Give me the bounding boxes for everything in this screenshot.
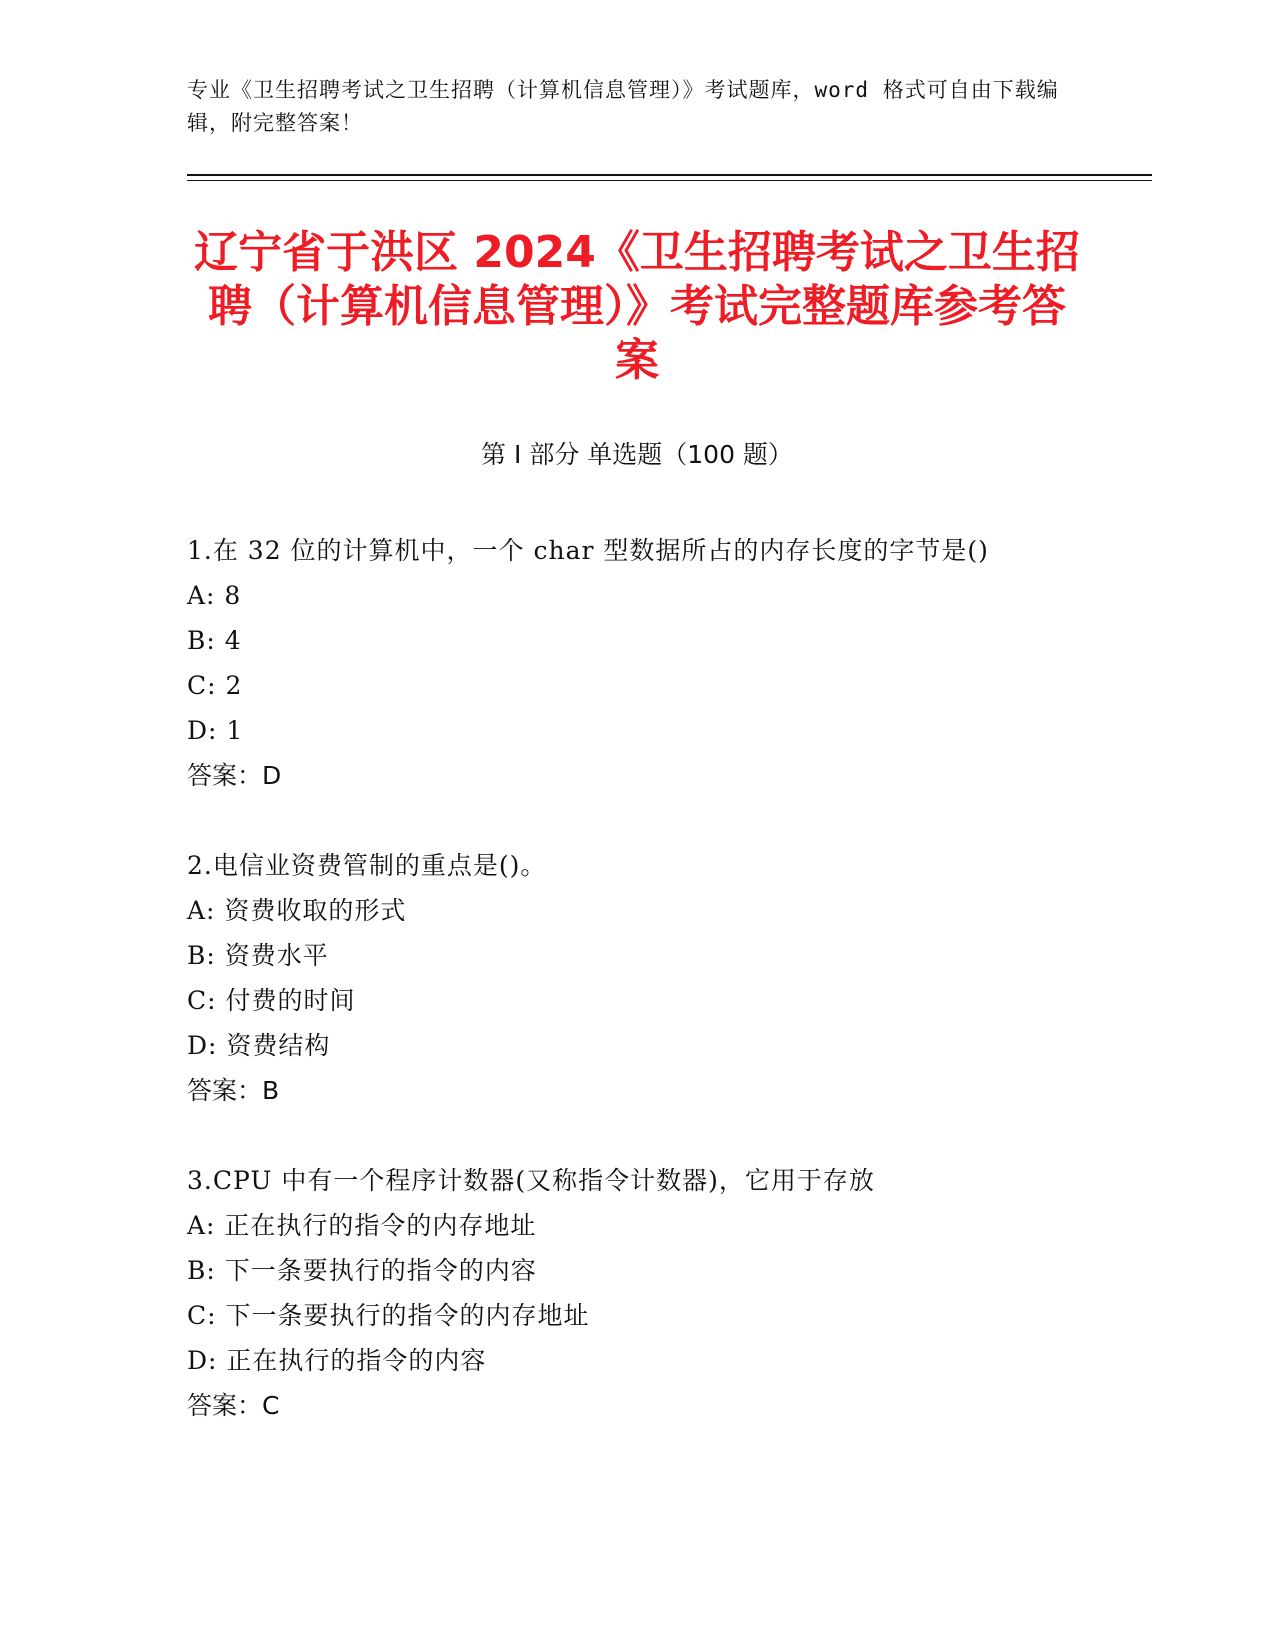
answer-line: 答案：C xyxy=(187,1391,280,1420)
option-a: A: 正在执行的指令的内存地址 xyxy=(187,1211,537,1240)
option-b: B: 下一条要执行的指令的内容 xyxy=(187,1256,537,1285)
option-c: C: 2 xyxy=(187,671,243,700)
option-c: C: 下一条要执行的指令的内存地址 xyxy=(187,1301,590,1330)
answer-line: 答案：D xyxy=(187,761,282,790)
option-b: B: 资费水平 xyxy=(187,941,329,970)
option-a: A: 8 xyxy=(187,581,242,610)
question-stem: 2.电信业资费管制的重点是()。 xyxy=(187,851,547,880)
question-1 xyxy=(187,528,1107,798)
section-heading: 第 I 部分 单选题（100 题） xyxy=(481,440,793,469)
document-title: 辽宁省于洪区 2024《卫生招聘考试之卫生招聘（计算机信息管理）》考试完整题库参考答案 xyxy=(194,227,1080,386)
option-b: B: 4 xyxy=(187,626,242,655)
header-note: 专业《卫生招聘考试之卫生招聘（计算机信息管理）》考试题库，word 格式可自由下载编辑，附完整答案！ xyxy=(187,78,1059,135)
question-stem: 1.在 32 位的计算机中，一个 char 型数据所占的内存长度的字节是() xyxy=(187,536,989,565)
option-d: D: 1 xyxy=(187,716,244,745)
header-rule-thick xyxy=(187,174,1152,176)
question-2 xyxy=(187,843,1107,1113)
answer-line: 答案：B xyxy=(187,1076,280,1105)
option-d: D: 正在执行的指令的内容 xyxy=(187,1346,487,1375)
question-list xyxy=(187,528,1107,1473)
question-3 xyxy=(187,1158,1107,1428)
question-stem: 3.CPU 中有一个程序计数器(又称指令计数器)，它用于存放 xyxy=(187,1166,875,1195)
option-a: A: 资费收取的形式 xyxy=(187,896,407,925)
option-c: C: 付费的时间 xyxy=(187,986,356,1015)
option-d: D: 资费结构 xyxy=(187,1031,331,1060)
header-rule-thin xyxy=(187,180,1152,181)
